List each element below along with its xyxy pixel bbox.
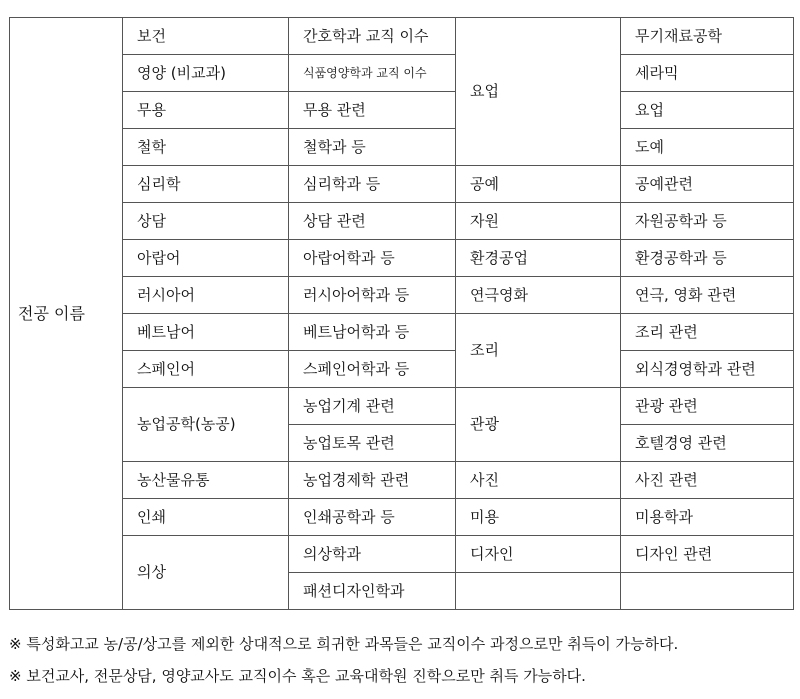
table-row (10, 129, 794, 166)
related-cell: 의상학과 (289, 536, 456, 573)
major-cell: 러시아어 (123, 277, 289, 314)
right-subject-cell: 조리 (456, 314, 621, 388)
right-related-cell: 요업 (621, 92, 794, 129)
table-row (10, 462, 794, 499)
right-subject-cell: 공예 (456, 166, 621, 203)
right-subject-cell: 연극영화 (456, 277, 621, 314)
related-cell: 상담 관련 (289, 203, 456, 240)
right-subject-cell: 요업 (456, 18, 621, 166)
right-related-cell: 호텔경영 관련 (621, 425, 794, 462)
related-cell: 식품영양학과 교직 이수 (289, 55, 456, 92)
right-related-cell: 연극, 영화 관련 (621, 277, 794, 314)
empty-cell (456, 573, 621, 610)
table-row (10, 92, 794, 129)
right-subject-cell: 관광 (456, 388, 621, 462)
table-row (10, 499, 794, 536)
right-related-cell: 환경공학과 등 (621, 240, 794, 277)
major-cell: 철학 (123, 129, 289, 166)
table-row (10, 388, 794, 425)
major-cell: 심리학 (123, 166, 289, 203)
related-cell: 인쇄공학과 등 (289, 499, 456, 536)
major-cell: 베트남어 (123, 314, 289, 351)
related-cell: 심리학과 등 (289, 166, 456, 203)
right-related-cell: 자원공학과 등 (621, 203, 794, 240)
major-name-header: 전공 이름 (10, 18, 123, 610)
major-cell: 영양 (비교과) (123, 55, 289, 92)
major-cell: 의상 (123, 536, 289, 610)
table-row (10, 18, 794, 55)
footnotes (9, 634, 793, 698)
right-related-cell: 디자인 관련 (621, 536, 794, 573)
right-related-cell: 조리 관련 (621, 314, 794, 351)
table-row (10, 166, 794, 203)
table-row (10, 351, 794, 388)
related-cell: 러시아어학과 등 (289, 277, 456, 314)
right-subject-cell: 디자인 (456, 536, 621, 573)
right-related-cell: 도예 (621, 129, 794, 166)
table-row (10, 314, 794, 351)
related-cell: 농업경제학 관련 (289, 462, 456, 499)
related-cell: 아랍어학과 등 (289, 240, 456, 277)
major-cell: 농산물유통 (123, 462, 289, 499)
table-row (10, 536, 794, 573)
table-row (10, 55, 794, 92)
footnote: ※ 특성화고교 농/공/상고를 제외한 상대적으로 희귀한 과목들은 교직이수 과정으로만 취득이 가능하다. (9, 635, 679, 653)
related-cell: 농업기계 관련 (289, 388, 456, 425)
right-subject-cell: 환경공업 (456, 240, 621, 277)
majors-table (9, 17, 794, 610)
major-cell: 보건 (123, 18, 289, 55)
right-subject-cell: 사진 (456, 462, 621, 499)
related-cell: 스페인어학과 등 (289, 351, 456, 388)
right-related-cell: 세라믹 (621, 55, 794, 92)
major-cell: 상담 (123, 203, 289, 240)
major-cell: 무용 (123, 92, 289, 129)
right-related-cell: 공예관련 (621, 166, 794, 203)
right-subject-cell: 미용 (456, 499, 621, 536)
related-cell: 농업토목 관련 (289, 425, 456, 462)
table-row (10, 240, 794, 277)
right-related-cell: 무기재료공학 (621, 18, 794, 55)
major-cell: 아랍어 (123, 240, 289, 277)
table-row (10, 277, 794, 314)
related-cell: 무용 관련 (289, 92, 456, 129)
table-row (10, 203, 794, 240)
right-related-cell: 사진 관련 (621, 462, 794, 499)
right-related-cell: 미용학과 (621, 499, 794, 536)
major-cell: 농업공학(농공) (123, 388, 289, 462)
major-cell: 인쇄 (123, 499, 289, 536)
related-cell: 철학과 등 (289, 129, 456, 166)
major-cell: 스페인어 (123, 351, 289, 388)
right-subject-cell: 자원 (456, 203, 621, 240)
related-cell: 베트남어학과 등 (289, 314, 456, 351)
right-related-cell: 관광 관련 (621, 388, 794, 425)
right-related-cell (621, 573, 794, 610)
related-cell: 패션디자인학과 (289, 573, 456, 610)
right-related-cell: 외식경영학과 관련 (621, 351, 794, 388)
related-cell: 간호학과 교직 이수 (289, 18, 456, 55)
footnote: ※ 보건교사, 전문상담, 영양교사도 교직이수 혹은 교육대학원 진학으로만 취득 가능하다. (9, 667, 586, 685)
